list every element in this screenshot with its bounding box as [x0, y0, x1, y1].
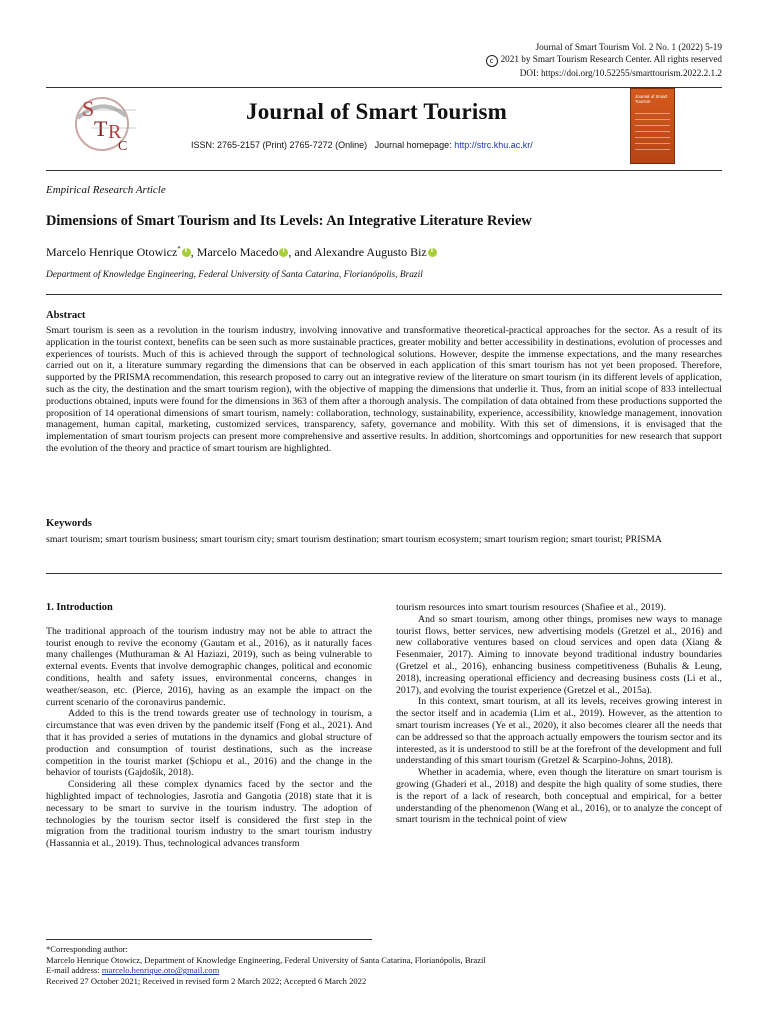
abstract-top-rule — [46, 294, 722, 295]
author-name[interactable]: , and Alexandre Augusto Biz — [288, 245, 427, 259]
strc-logo — [64, 92, 144, 152]
abstract-heading: Abstract — [46, 310, 86, 321]
paragraph: Added to this is the trend towards greater use of technology in tourism, a circumstance that was even driven by the pandemic itself (Fong et al., 2021). And that it has provided a series of mutations in the dynamics and global structure of production and consumption of tourist destinations, such as the increase competition in the tourist market (Șchiopu et al., 2016) and the change in the behavior of tourists (Gajdošík, 2018). — [46, 708, 372, 779]
svg-text:R: R — [108, 121, 122, 143]
orcid-icon[interactable] — [182, 248, 191, 257]
paragraph: tourism resources into smart tourism resources (Shafiee et al., 2019). — [396, 602, 666, 613]
svg-text:T: T — [94, 116, 108, 141]
paragraph: Whether in academia, where, even though the literature on smart tourism is growing (Ghaderi et al., 2018) and despite the high quality of some studies, there is the report of a lack of research, both conceptual and empirical, for a better understanding of the phenomenon (Wang et al., 2016), or to analyze the concept of smart tourism in the technical point of view — [396, 767, 722, 826]
paragraph: The traditional approach of the tourism industry may not be able to attract the tourist enough to revive the economy (Gautam et al., 2016), as it naturally faces many challenges (Muthuraman & Al Haziazi, 2019), such as being vulnerable to external events. Events that involve demographic changes, political and economic conditions, health and safety issues, environmental concerns, changes in weather/season, etc. (Pierce, 2016), having as an example the impact on the current scenario of the coronavirus pandemic. — [46, 625, 372, 708]
svg-text:S: S — [82, 96, 95, 121]
email-line: E-mail address: marcelo.henrique.oto@gmail.com — [46, 965, 220, 976]
copyright-line: c 2021 by Smart Tourism Research Center. All rights reserved — [486, 53, 722, 67]
journal-cover-thumbnail — [630, 88, 675, 164]
keywords-heading: Keywords — [46, 518, 92, 529]
article-type: Empirical Research Article — [46, 184, 166, 196]
masthead-bottom-rule — [46, 170, 722, 171]
abstract-text: Smart tourism is seen as a revolution in the tourism industry, involving innovative and transformative theoretical-practical approaches for the sector. As a result of its application in the tourist context, benefits can be seen such as more sustainable practices, greater mobility and better accessibility in destinations, evolution of processes and experiences of tourists. Much of this is achieved through the support of technological solutions. However, despite the immense expectations, and the many researches carried out on it, a literature summary regarding the dimensions that can be observed in each application of this smart tourism has not yet been proposed. Therefore, supported by the PRISMA recommendation, this research proposed to carry out an integrative review of the literature on smart tourism (in its different levels of application, such as the city, the destination and the smart tourism region), with the objective of mapping the dimensions that underlie it. Thus, from an initial scope of 833 intellectual productions obtained, inputs were found for the dimensions in 363 of them after a thorough analysis. The compilation of data obtained from these productions supported the proposition of 14 operational dimensions of smart tourism, namely: collaboration, technology, sustainability, experience, accessibility, knowledge management, innovation management, human capital, marketing, customized services, transparency, safety, governance and mobility. With this set of dimensions, it is envisaged that the implementation of smart tourism projects can present more comprehensive and assertive results. In addition, shortcomings and opportunities for new research that support the evolution of the theory and practice of smart tourism are highlighted. — [46, 325, 722, 454]
corresponding-label: *Corresponding author: — [46, 944, 128, 954]
homepage-label: Journal homepage: — [374, 140, 455, 150]
cover-title: Journal of Smart Tourism — [635, 94, 668, 104]
right-column — [396, 602, 722, 826]
corresponding-detail: Marcelo Henrique Otowicz, Department of Knowledge Engineering, Federal University of Santa Catarina, Florianópolis, Brazil — [46, 954, 486, 965]
doi-line[interactable]: DOI: https://doi.org/10.52255/smarttourism.2022.2.1.2 — [519, 68, 722, 79]
author-list — [46, 245, 437, 260]
author-name[interactable]: Marcelo Henrique Otowicz — [46, 245, 178, 259]
copyright-icon: c — [486, 55, 498, 67]
footnote-rule — [46, 939, 372, 940]
footnote — [46, 944, 486, 986]
received-dates: Received 27 October 2021; Received in revised form 2 March 2022; Accepted 6 March 2022 — [46, 975, 367, 986]
paragraph: And so smart tourism, among other things, promises new ways to manage tourist flows, better services, new advertising models (Gretzel et al., 2016) and new collaborative ventures based on cloud services and open data (Xiang & Fesenmaier, 2017). Aiming to innovate beyond traditional industry boundaries (Gretzel et al., 2016), enhancing business competitiveness (Buhalis & Leung, 2018), increasing operational efficiency and decreasing business costs (Li et al., 2017), and evolving the tourist experience (Gretzel et al., 2015a). — [396, 613, 722, 696]
masthead-top-rule — [46, 87, 722, 88]
keywords-text: smart tourism; smart tourism business; smart tourism city; smart tourism destination; smart tourism ecosystem; smart tourism region; smart tourist; PRISMA — [46, 534, 662, 545]
author-name[interactable]: , Marcelo Macedo — [190, 245, 279, 259]
section-heading: 1. Introduction — [46, 602, 113, 613]
svg-text:C: C — [118, 139, 128, 152]
email-link[interactable]: marcelo.henrique.oto@gmail.com — [101, 965, 220, 976]
journal-meta — [191, 140, 533, 150]
orcid-icon[interactable] — [428, 248, 437, 257]
affiliation: Department of Knowledge Engineering, Federal University of Santa Catarina, Florianópolis, Brazil — [46, 270, 423, 280]
abstract-bottom-rule — [46, 573, 722, 574]
journal-title: Journal of Smart Tourism — [246, 99, 508, 124]
corresponding-mark: * — [177, 245, 181, 253]
homepage-link[interactable]: http://strc.khu.ac.kr/ — [454, 140, 533, 150]
paragraph: Considering all these complex dynamics faced by the sector and the highlighted impact of technologies, Jasrotia and Gangotia (2018) state that it is necessary to be smart to survive in the tourism industry. The adoption of technologies by the tourism sector itself is considered the first step in the migration from the traditional tourism industry to the smart tourism industry (Hassannia et al., 2019). Thus, technological advances transform — [46, 779, 372, 850]
article-title: Dimensions of Smart Tourism and Its Levels: An Integrative Literature Review — [46, 213, 532, 229]
paragraph: In this context, smart tourism, at all its levels, receives growing interest in the sector itself and in academia (Lim et al., 2019). However, as the attention to smart tourism increases (Ye et al., 2020), it also becomes clearer all the needs that can be addressed so that the approach actually empowers the tourism sector and its interested, as it is understood to still be at the forefront of the development and full understanding of this smart tourism (Gretzel & Scarpino-Johns, 2018). — [396, 696, 722, 767]
citation-line: Journal of Smart Tourism Vol. 2 No. 1 (2022) 5-19 — [535, 42, 722, 52]
citation-block — [486, 41, 722, 79]
issn-text: ISSN: 2765-2157 (Print) 2765-7272 (Online) — [191, 140, 368, 150]
left-column — [46, 602, 372, 850]
